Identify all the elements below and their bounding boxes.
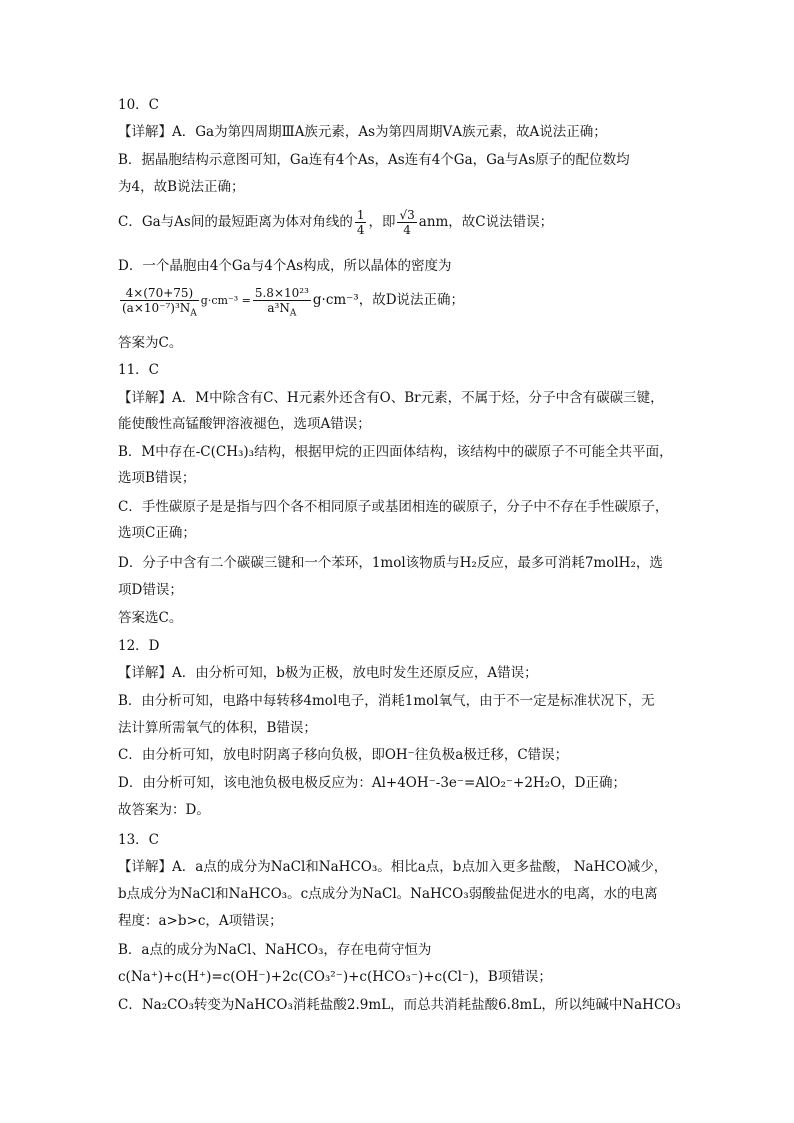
q10-d-f2-num: 5.8×10²³ <box>254 286 309 300</box>
q10-option-d-line1: D．一个晶胞由4个Ga与4个As构成，所以晶体的密度为 <box>118 258 452 274</box>
q10-option-a: 【详解】A．Ga为第四周期ⅢA族元素，As为第四周期ⅤA族元素，故A说法正确； <box>118 124 607 140</box>
q12-number: 12．D <box>118 638 160 654</box>
q10-option-b-line1: B．据晶胞结构示意图可知，Ga连有4个As，As连有4个Ga，Ga与As原子的配位数均 <box>118 152 630 168</box>
q11-option-d-line2: 项D错误； <box>118 582 183 598</box>
q10-d-f2-den <box>253 301 311 319</box>
q13-option-a-line2: b点成分为NaCl和NaHCO₃。c点成分为NaCl。NaHCO₃弱酸盐促进水的电离，水的电离 <box>118 886 658 902</box>
q11-option-a-line2: 能使酸性高锰酸钾溶液褪色，选项A错误； <box>118 416 371 432</box>
q10-c-text-pre: C．Ga与As间的最短距离为体对角线的 <box>118 214 353 230</box>
q10-option-c <box>118 208 553 237</box>
q10-c-fraction <box>355 208 367 237</box>
q10-d-unit2: g·cm⁻³，故D说法正确； <box>312 292 465 308</box>
q11-option-a-line1: 【详解】A．M中除含有C、H元素外还含有O、Br元素，不属于烃，分子中含有碳碳三键， <box>118 390 664 406</box>
q10-d-fraction1 <box>120 286 199 319</box>
q13-option-b-line1: B．a点的成分为NaCl、NaHCO₃，存在电荷守恒为 <box>118 942 432 958</box>
q10-c-sqrt-den: 4 <box>403 223 411 237</box>
na-subscript: A <box>190 308 197 319</box>
q13-option-a-line3: 程度：a>b>c，A项错误； <box>118 913 283 929</box>
q10-c-frac-den: 4 <box>356 223 365 237</box>
q13-option-b-line2: c(Na⁺)+c(H⁺)=c(OH⁻)+2c(CO₃²⁻)+c(HCO₃⁻)+c(Cl⁻)，B项错误； <box>118 969 552 985</box>
q10-d-f1-den-text: (a×10⁻⁷)³N <box>122 301 191 315</box>
q12-option-d: D．由分析可知，该电池负极电极反应为：Al+4OH⁻-3e⁻=AlO₂⁻+2H₂O，D正确； <box>118 775 626 791</box>
q10-c-frac-num: 1 <box>356 208 365 222</box>
q10-option-b-line2: 为4，故B说法正确； <box>118 179 245 195</box>
q11-option-d-line1: D．分子中含有二个碳碳三键和一个苯环，1mol该物质与H₂反应，最多可消耗7molH₂，选 <box>118 555 663 571</box>
q10-c-sqrt-num: √3 <box>399 208 415 222</box>
q13-number: 13．C <box>118 832 160 848</box>
q10-d-f1-num: 4×(70+75) <box>120 286 199 301</box>
q10-d-f2-den-text: a³N <box>267 301 290 315</box>
q12-answer: 故答案为：D。 <box>118 802 210 818</box>
q10-c-text-mid: ，即 <box>368 214 396 230</box>
q11-number: 11．C <box>118 362 160 378</box>
q13-option-a-line1: 【详解】A．a点的成分为NaCl和NaHCO₃。相比a点，b点加入更多盐酸， NaHCO减少， <box>118 859 668 875</box>
q12-option-a: 【详解】A．由分析可知，b极为正极，放电时发生还原反应，A错误； <box>118 665 538 681</box>
q10-number: 10．C <box>118 97 160 113</box>
q10-d-f1-den <box>120 301 199 319</box>
q13-option-c-line1: C．Na₂CO₃转变为NaHCO₃消耗盐酸2.9mL，而总共消耗盐酸6.8mL，所以纯碱中NaHCO₃ <box>118 997 681 1013</box>
q11-option-b-line2: 选项B错误； <box>118 470 196 486</box>
q11-option-c-line2: 选项C正确； <box>118 525 196 541</box>
q11-answer: 答案选C。 <box>118 610 183 626</box>
q10-density-formula <box>118 286 465 319</box>
q11-option-b-line1: B．M中存在-C(CH₃)₃结构，根据甲烷的正四面体结构，该结构中的碳原子不可能全共平面， <box>118 444 673 460</box>
q11-option-c-line1: C．手性碳原子是是指与四个各不相同原子或基团相连的碳原子，分子中不存在手性碳原子， <box>118 499 669 515</box>
q12-option-c: C．由分析可知，放电时阴离子移向负极，即OH⁻往负极a极迁移，C错误； <box>118 747 569 763</box>
q12-option-b-line2: 法计算所需氧气的体积，B错误； <box>118 720 317 736</box>
q10-answer: 答案为C。 <box>118 335 183 351</box>
q10-c-sqrt-fraction <box>397 208 416 237</box>
na-subscript-2: A <box>289 308 297 319</box>
q10-d-fraction2 <box>253 286 311 319</box>
q10-c-text-post: anm，故C说法错误； <box>418 214 554 230</box>
q10-d-unit1: g·cm⁻³ = <box>200 294 251 307</box>
q12-option-b-line1: B．由分析可知，电路中每转移4mol电子，消耗1mol氧气，由于不一定是标准状况下，无 <box>118 693 655 709</box>
